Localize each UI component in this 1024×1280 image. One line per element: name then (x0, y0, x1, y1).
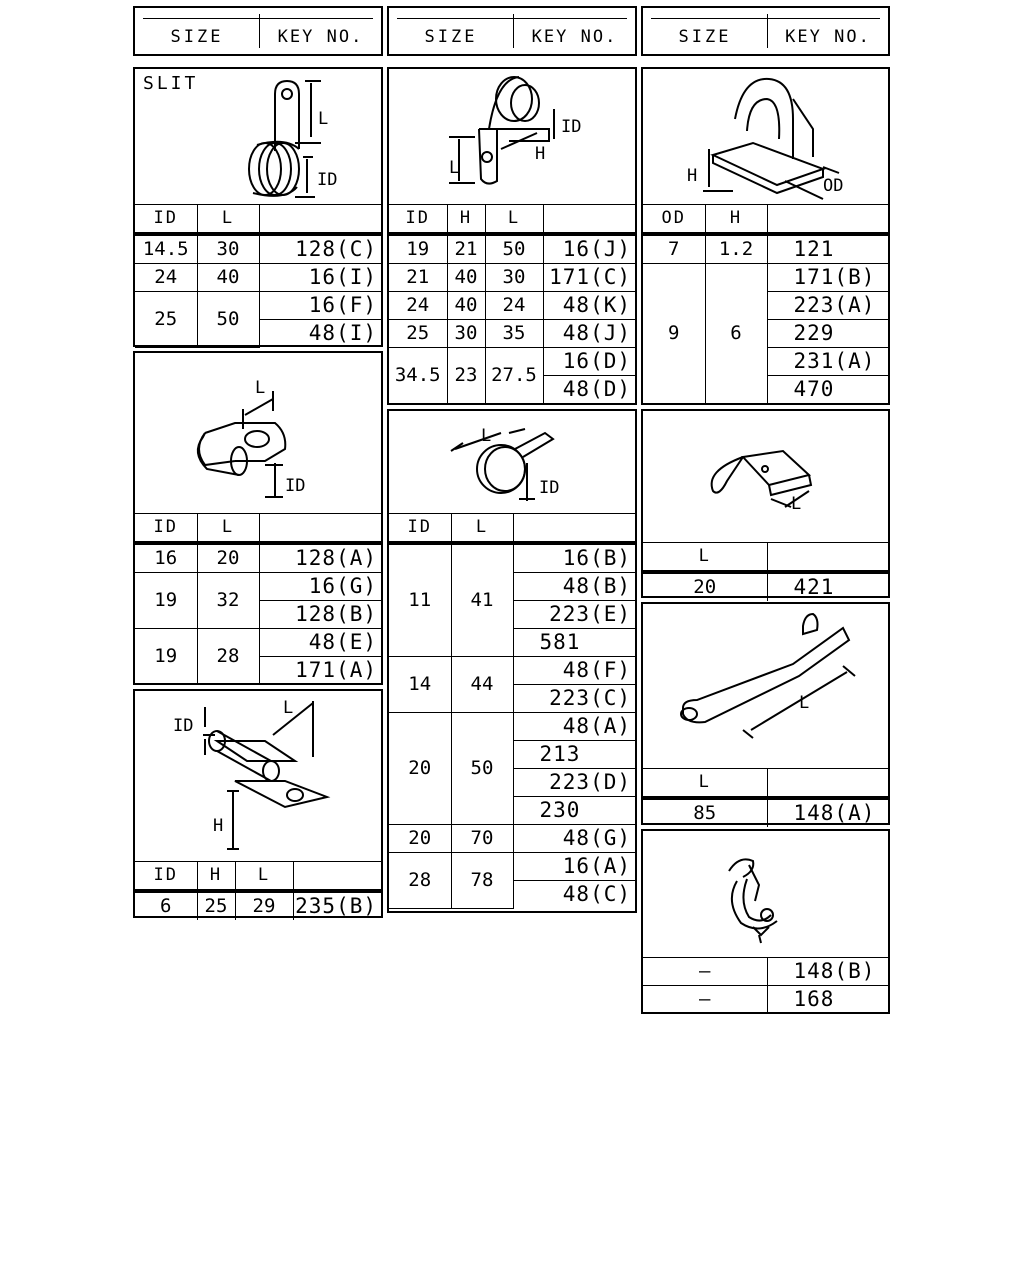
key-no: 48(C) (513, 881, 635, 909)
p-clamp-table: ID L 16 20 128(A) 19 32 16(G) 128(B) 19 28 48(E) 171(A) (135, 513, 381, 685)
table-row: 9 6 171(B) (643, 264, 888, 292)
standoff-clip-table: ID H L 6 25 29 235(B) (135, 861, 381, 920)
key-no: 235(B) (293, 891, 381, 920)
key-no: 16(D) (543, 348, 635, 376)
dim-l: L (255, 378, 266, 398)
key-no: 16(A) (513, 853, 635, 881)
header-size: SIZE (643, 14, 768, 48)
table-row: 14.5 30 128(C) (135, 234, 381, 264)
strap-clip-table: L 85 148(A) (643, 768, 888, 827)
header-key-no: KEY NO. (531, 27, 618, 47)
table-row: 20 50 48(A) (389, 713, 635, 741)
clip-panel-harness-clamp (641, 829, 890, 1014)
key-no: 229 (767, 320, 888, 348)
key-no: 128(B) (259, 601, 381, 629)
key-no: 48(B) (513, 573, 635, 601)
table-row: 25 30 35 48(J) (389, 320, 635, 348)
table-row: 21 40 30 171(C) (389, 264, 635, 292)
key-no: 223(D) (513, 769, 635, 797)
dim-l: L (318, 109, 329, 129)
key-no: 223(E) (513, 601, 635, 629)
key-no: 148(B) (767, 958, 888, 986)
key-no: 168 (767, 986, 888, 1014)
key-no: 16(J) (543, 234, 635, 264)
clip-panel-push-clip (641, 67, 890, 405)
table-row: 16 20 128(A) (135, 543, 381, 573)
key-no: 48(K) (543, 292, 635, 320)
key-no: 231(A) (767, 348, 888, 376)
dim-l: L (791, 494, 802, 514)
dim-id: ID (561, 117, 582, 137)
key-no: 128(A) (259, 543, 381, 573)
table-row: 28 78 16(A) (389, 853, 635, 881)
key-no: 223(A) (767, 292, 888, 320)
bracket-clip-table: ID H L 19 21 50 16(J) 21 40 30 171(C) 24 40 24 48(K) 25 30 35 48(J) 34.5 23 27.5 16(D) 48(D) (389, 204, 635, 404)
key-no: 223(C) (513, 685, 635, 713)
col-id: ID (135, 205, 197, 235)
table-row: 19 21 50 16(J) (389, 234, 635, 264)
slit-label: SLIT (143, 73, 199, 94)
key-no: 48(A) (513, 713, 635, 741)
clip-panel-bracket (387, 67, 637, 405)
table-row: 14 44 48(F) (389, 657, 635, 685)
key-no: 48(F) (513, 657, 635, 685)
push-clip-table: OD H 7 1.2 121 9 6 171(B) 223(A) 229 231(A) 470 (643, 204, 888, 404)
key-no: 213 (513, 741, 635, 769)
key-no: 16(I) (259, 264, 381, 292)
key-no: 171(A) (259, 657, 381, 685)
key-no: 230 (513, 797, 635, 825)
key-no: 421 (767, 572, 888, 601)
push-clip-illustration (643, 69, 888, 204)
key-no: 16(B) (513, 543, 635, 573)
dim-id: ID (285, 476, 306, 496)
ring-clip-illustration (389, 411, 635, 513)
strap-clip-illustration (643, 604, 888, 768)
dim-od: OD (823, 176, 844, 196)
ring-clip-table: ID L 11 41 16(B) 48(B) 223(E) 581 14 44 48(F) 223(C) 20 50 48(A) 213 223(D) 230 20 70 48(G) 28 78 16(A) 48(C) (389, 513, 635, 909)
key-no: 171(B) (767, 264, 888, 292)
table-row: 19 28 48(E) (135, 629, 381, 657)
key-no: 16(G) (259, 573, 381, 601)
table-row: 7 1.2 121 (643, 234, 888, 264)
dim-l: L (481, 426, 492, 446)
dim-l: L (799, 693, 810, 713)
harness-clamp-illustration (643, 831, 888, 957)
clip-panel-strap (641, 602, 890, 825)
bracket-clip-illustration (389, 69, 635, 204)
table-row: 85 148(A) (643, 798, 888, 827)
dim-id: ID (173, 716, 194, 736)
table-row: 11 41 16(B) (389, 543, 635, 573)
key-no: 48(D) (543, 376, 635, 404)
key-no: 128(C) (259, 234, 381, 264)
clip-panel-p-clamp (133, 351, 383, 685)
table-row: – 168 (643, 986, 888, 1014)
key-no: 48(I) (259, 320, 381, 348)
key-no: 148(A) (767, 798, 888, 827)
header-key-no: KEY NO. (785, 27, 871, 47)
dim-h: H (535, 144, 546, 164)
header-key-no: KEY NO. (277, 27, 364, 47)
clip-panel-hook (641, 409, 890, 598)
table-row: 20 421 (643, 572, 888, 601)
dim-h: H (687, 166, 698, 186)
dim-l: L (449, 158, 460, 178)
table-row: 6 25 29 235(B) (135, 891, 381, 920)
table-row: 34.5 23 27.5 16(D) (389, 348, 635, 376)
key-no: 48(J) (543, 320, 635, 348)
header-col1 (133, 6, 383, 56)
table-row: 25 50 16(F) (135, 292, 381, 320)
key-no: 121 (767, 234, 888, 264)
clip-panel-ring (387, 409, 637, 913)
clip-panel-slit (133, 67, 383, 347)
dim-l: L (283, 698, 294, 718)
clip-panel-standoff (133, 689, 383, 918)
header-size: SIZE (135, 14, 260, 48)
p-clamp-illustration (135, 353, 381, 513)
table-row: 24 40 16(I) (135, 264, 381, 292)
table-row: – 148(B) (643, 958, 888, 986)
table-row: 19 32 16(G) (135, 573, 381, 601)
key-no: 171(C) (543, 264, 635, 292)
hook-clip-illustration (643, 411, 888, 542)
table-row: 20 70 48(G) (389, 825, 635, 853)
hook-clip-table: L 20 421 (643, 542, 888, 601)
header-col2 (387, 6, 637, 56)
dim-id: ID (539, 478, 560, 498)
key-no: 48(G) (513, 825, 635, 853)
key-no: 16(F) (259, 292, 381, 320)
standoff-clip-illustration (135, 691, 381, 861)
header-col3 (641, 6, 890, 56)
header-size: SIZE (389, 14, 514, 48)
dim-h: H (213, 816, 224, 836)
key-no: 48(E) (259, 629, 381, 657)
key-no: 470 (767, 376, 888, 404)
dim-id: ID (317, 170, 338, 190)
key-no: 581 (513, 629, 635, 657)
col-l: L (197, 205, 259, 235)
table-row: 24 40 24 48(K) (389, 292, 635, 320)
slit-clip-table (135, 204, 381, 348)
slit-clip-illustration (135, 69, 381, 204)
harness-clamp-table (643, 957, 888, 1013)
col-key (259, 205, 381, 235)
